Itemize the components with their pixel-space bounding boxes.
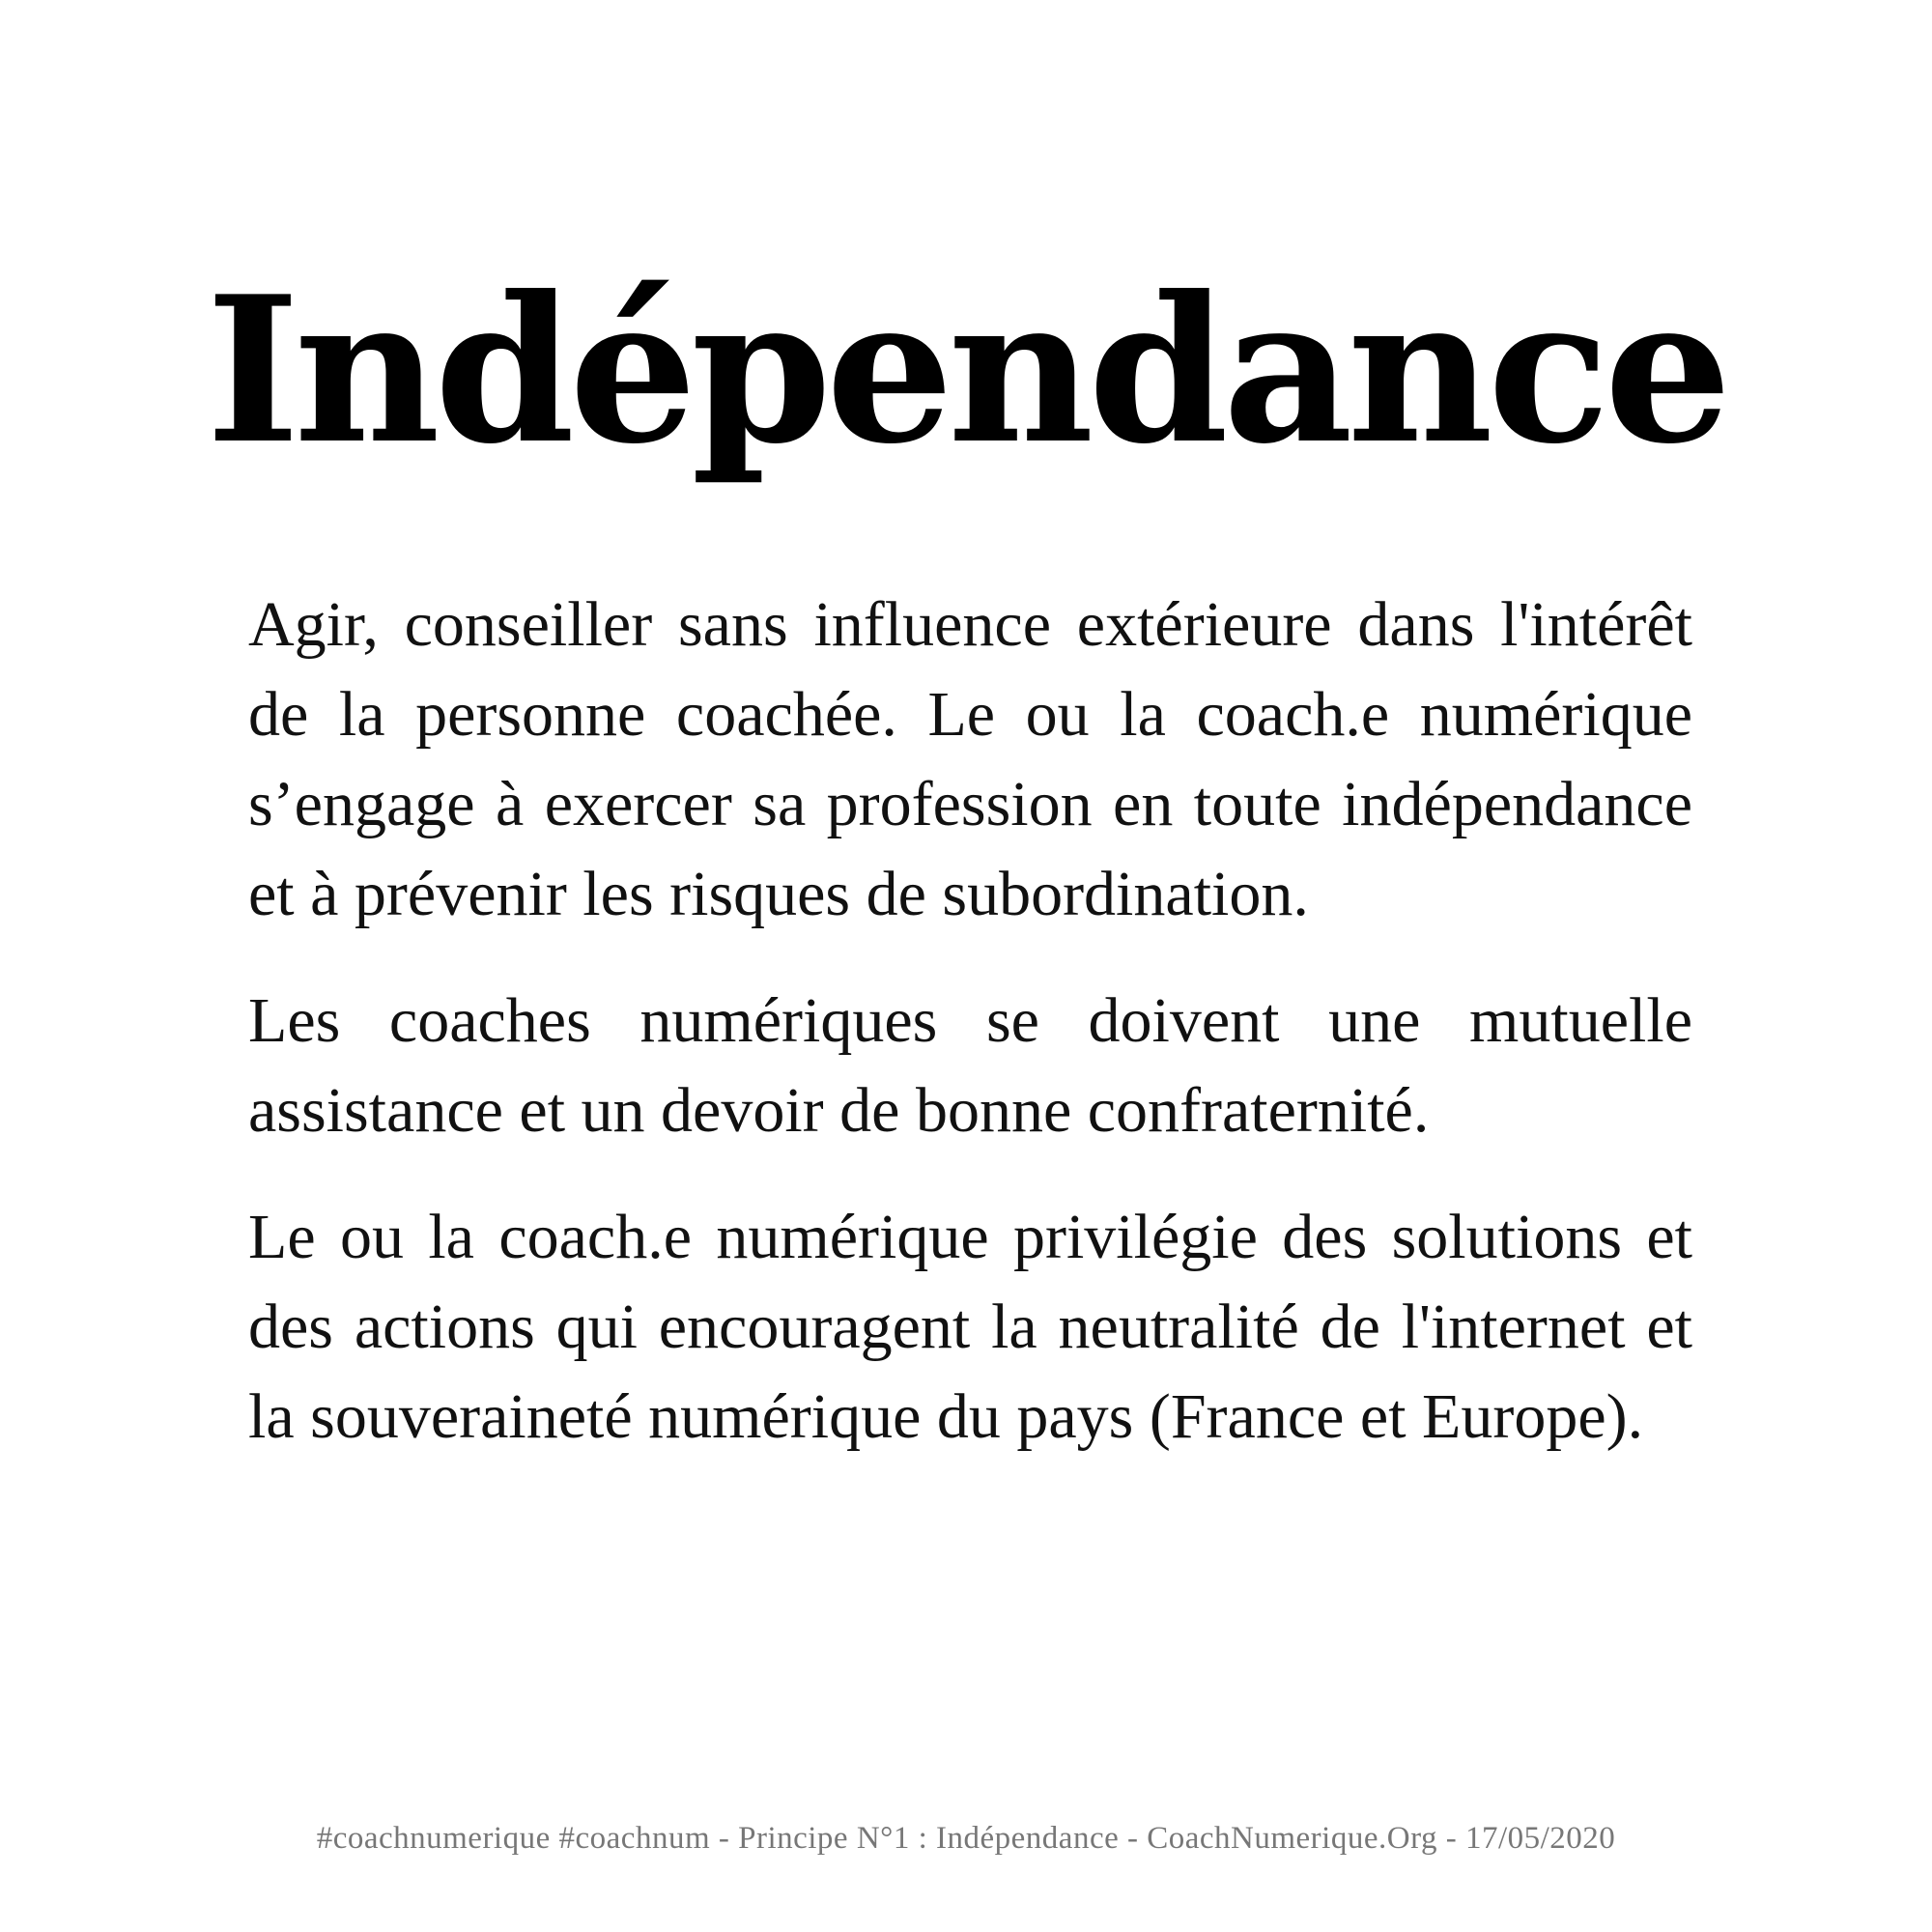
paragraph-1: Agir, conseiller sans influence extérieure dans l'intérêt de la personne coachée. Le ou la coach.e numérique s’engage à exercer sa profession en toute indépendance et à prévenir les risques de subordination.: [248, 589, 1692, 929]
paragraph-2: Les coaches numériques se doivent une mutuelle assistance et un devoir de bonne confraternité.: [248, 985, 1692, 1146]
body-text: [248, 580, 1692, 1498]
footer-caption: #coachnumerique #coachnum - Principe N°1 : Indépendance - CoachNumerique.Org - 17/05/2020: [316, 1821, 1616, 1856]
paragraph-3: Le ou la coach.e numérique privilégie des solutions et des actions qui encouragent la neutralité de l'internet et la souveraineté numérique du pays (France et Europe).: [248, 1202, 1692, 1452]
page-title: Indépendance: [206, 253, 1726, 489]
